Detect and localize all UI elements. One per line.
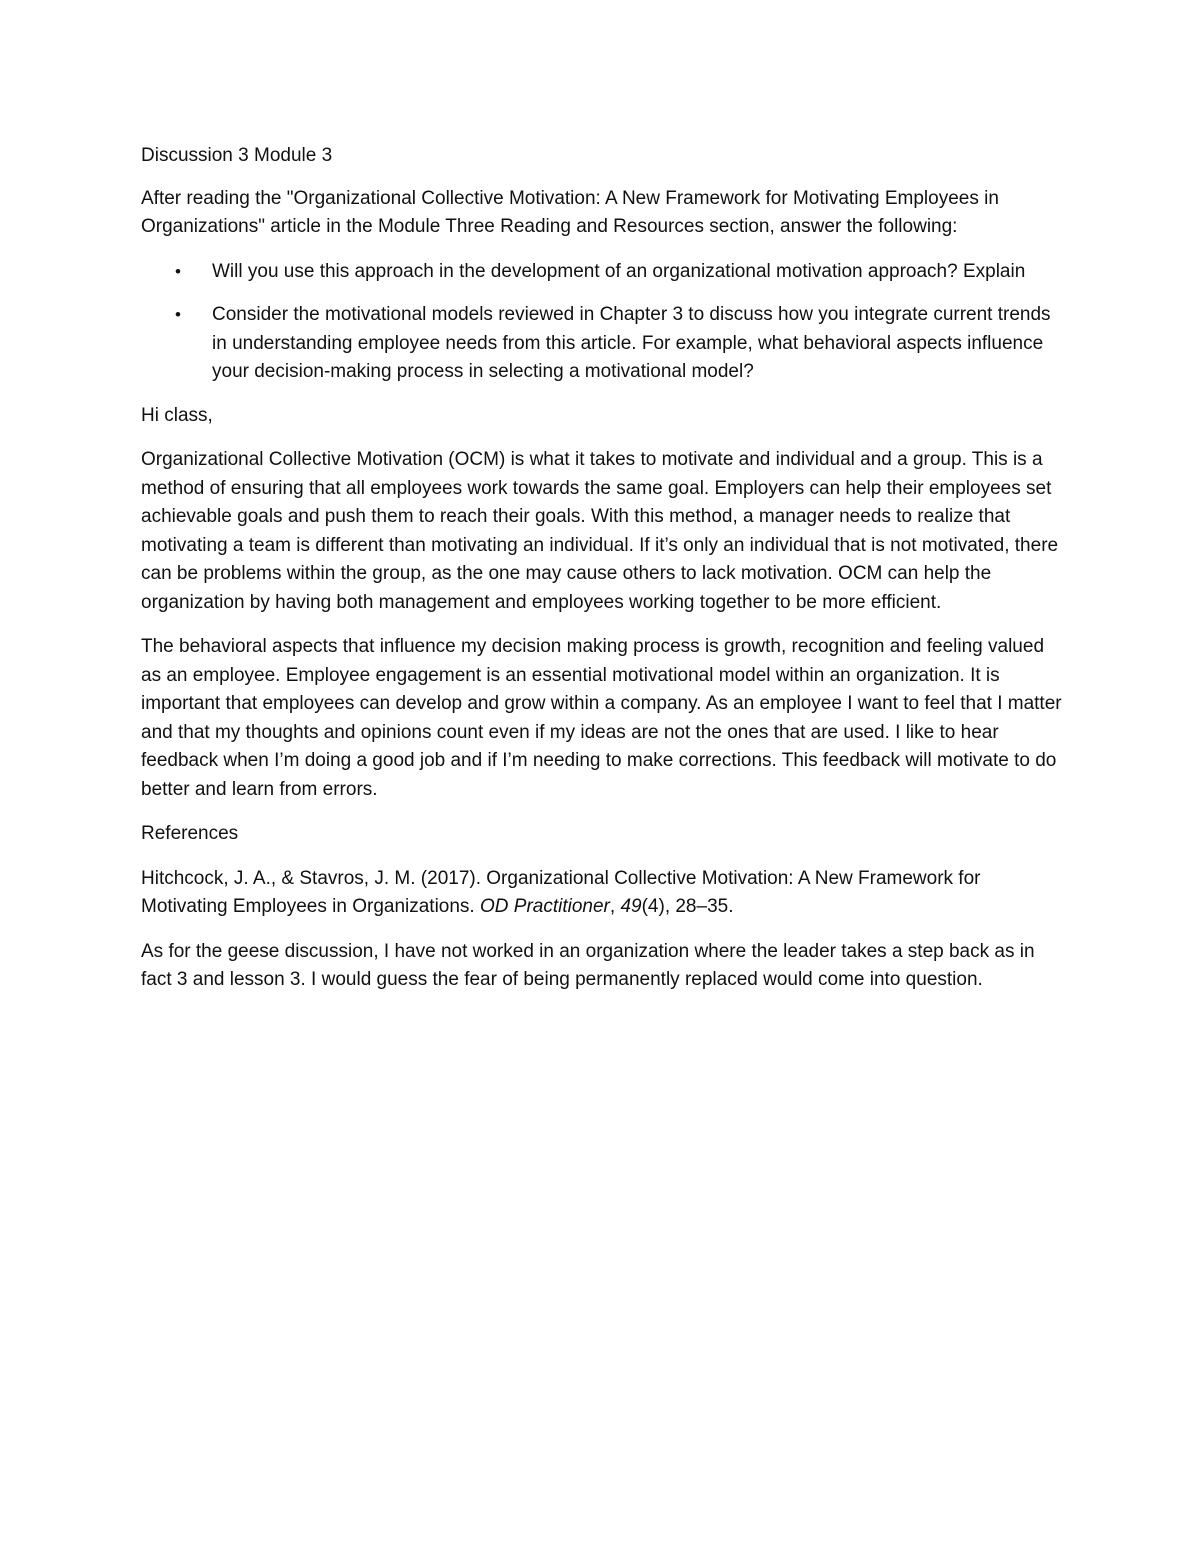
reference-pages: , 28–35. [664,896,734,917]
reference-journal: OD Practitioner [480,896,610,917]
reference-authors-title: Hitchcock, J. A., & Stavros, J. M. (2017). Organizational Collective Motivation: A New Framework for Motivating Employees in Organizations. [141,867,981,917]
document-page [141,142,1066,1011]
question-list [141,258,1066,387]
reference-entry [141,865,1066,922]
references-heading: References [141,823,239,844]
question-text: Consider the motivational models reviewed in Chapter 3 to discuss how you integrate current trends in understanding employee needs from this article. For example, what behavioral aspects influence your decision-making process in selecting a motivational model? [212,304,1051,382]
prompt-intro: After reading the "Organizational Collective Motivation: A New Framework for Motivating Employees in Organizations" article in the Module Three Reading and Resources section, answer the following: [141,187,999,237]
closing-paragraph: As for the geese discussion, I have not worked in an organization where the leader takes a step back as in fact 3 and lesson 3. I would guess the fear of being permanently replaced would come into question. [141,940,1035,990]
bullet-icon: • [175,305,181,324]
body-paragraph-2: The behavioral aspects that influence my decision making process is growth, recognition and feeling valued as an employee. Employee engagement is an essential motivational model within an organization. It is important that employees can develop and grow within a company. As an employee I want to feel that I matter and that my thoughts and opinions count even if my ideas are not the ones that are used. I like to hear feedback when I’m doing a good job and if I’m needing to make corrections. This feedback will motivate to do better and learn from errors. [141,636,1062,800]
reference-volume: 49 [620,896,642,917]
bullet-icon: • [175,261,181,281]
reference-issue: (4) [641,896,665,917]
document-title: Discussion 3 Module 3 [141,145,333,166]
body-paragraph-1: Organizational Collective Motivation (OCM) is what it takes to motivate and individual and a group. This is a method of ensuring that all employees work towards the same goal. Employers can help their employees set achievable goals and push them to reach their goals. With this method, a manager needs to realize that motivating a team is different than motivating an individual. If it’s only an individual that is not motivated, there can be problems within the group, as the one may cause others to lack motivation. OCM can help the organization by having both management and employees working together to be more efficient. [141,449,1059,613]
question-text: Will you use this approach in the development of an organizational motivation approach? Explain [212,260,1026,282]
greeting: Hi class, [141,404,213,426]
reference-separator: , [609,896,621,917]
question-item [141,301,1066,387]
question-item [141,258,1066,287]
